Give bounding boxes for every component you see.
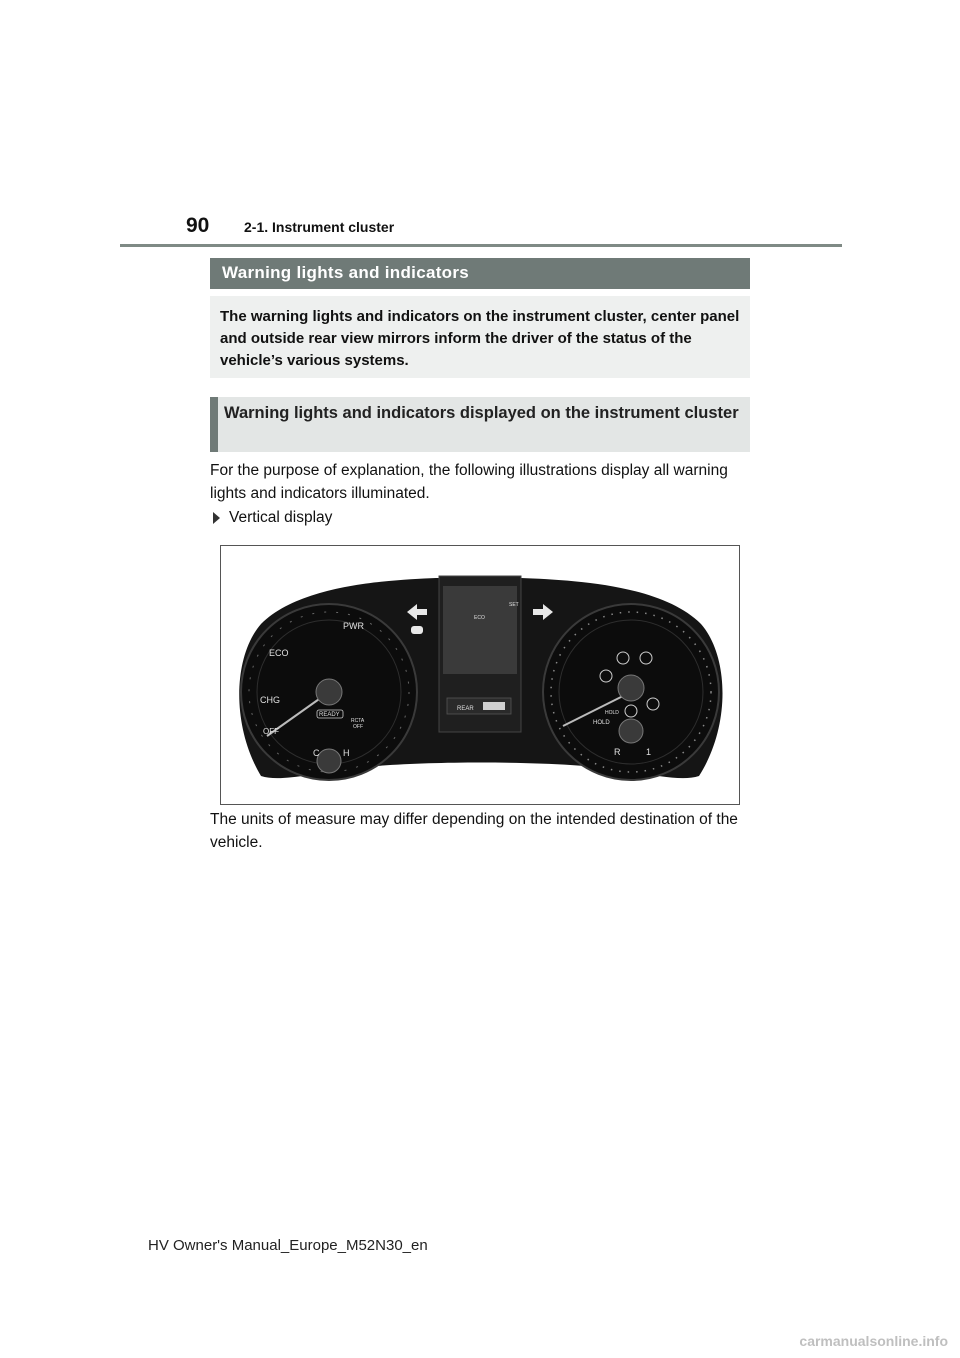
triangle-bullet-icon [213,512,220,524]
page-number: 90 [186,214,210,237]
rcta-off-label: OFF [353,724,363,730]
center-multi-info-display [439,576,521,732]
watermark: carmanualsonline.info [799,1333,948,1349]
footer-manual-id: HV Owner's Manual_Europe_M52N30_en [148,1237,428,1254]
hot-label: H [343,748,350,758]
off-label: OFF [263,727,279,736]
intro-box: The warning lights and indicators on the instrument cluster, center panel and outside rear view mirrors inform the driver of the status of the vehicle’s various systems. [210,296,750,378]
units-note-paragraph: The units of measure may differ depending on the intended destination of the vehicle. [210,811,738,851]
instrument-cluster-illustration [221,546,739,804]
section-banner: Warning lights and indicators [210,258,750,289]
bullet-label: Vertical display [229,509,333,526]
fuel-one-label: 1 [646,747,652,757]
center-set-label: SET [509,602,519,608]
center-eco-label: ECO [474,615,485,621]
right-speedometer-dial [543,604,719,780]
eco-label: ECO [269,648,289,658]
fuel-r-label: R [614,747,621,757]
header-rule [120,244,842,247]
explanation-paragraph: For the purpose of explanation, the following illustrations display all warning lights and indicators illuminated. [210,462,728,502]
subheading: Warning lights and indicators displayed on the instrument cluster [210,397,750,452]
chg-label: CHG [260,695,280,705]
hold-small-label: HOLD [605,710,619,716]
instrument-cluster-figure [220,545,740,805]
rear-label: REAR [457,706,474,712]
hold-label: HOLD [593,720,610,726]
rcta-label: RCTA [351,718,365,724]
ready-label: READY [319,712,340,718]
section-title: 2-1. Instrument cluster [244,219,395,235]
bullet-vertical-display [213,509,332,527]
left-power-dial [241,604,417,780]
cold-label: C [313,748,320,758]
pwr-label: PWR [343,621,364,631]
headlight-indicator-icon [411,626,423,634]
